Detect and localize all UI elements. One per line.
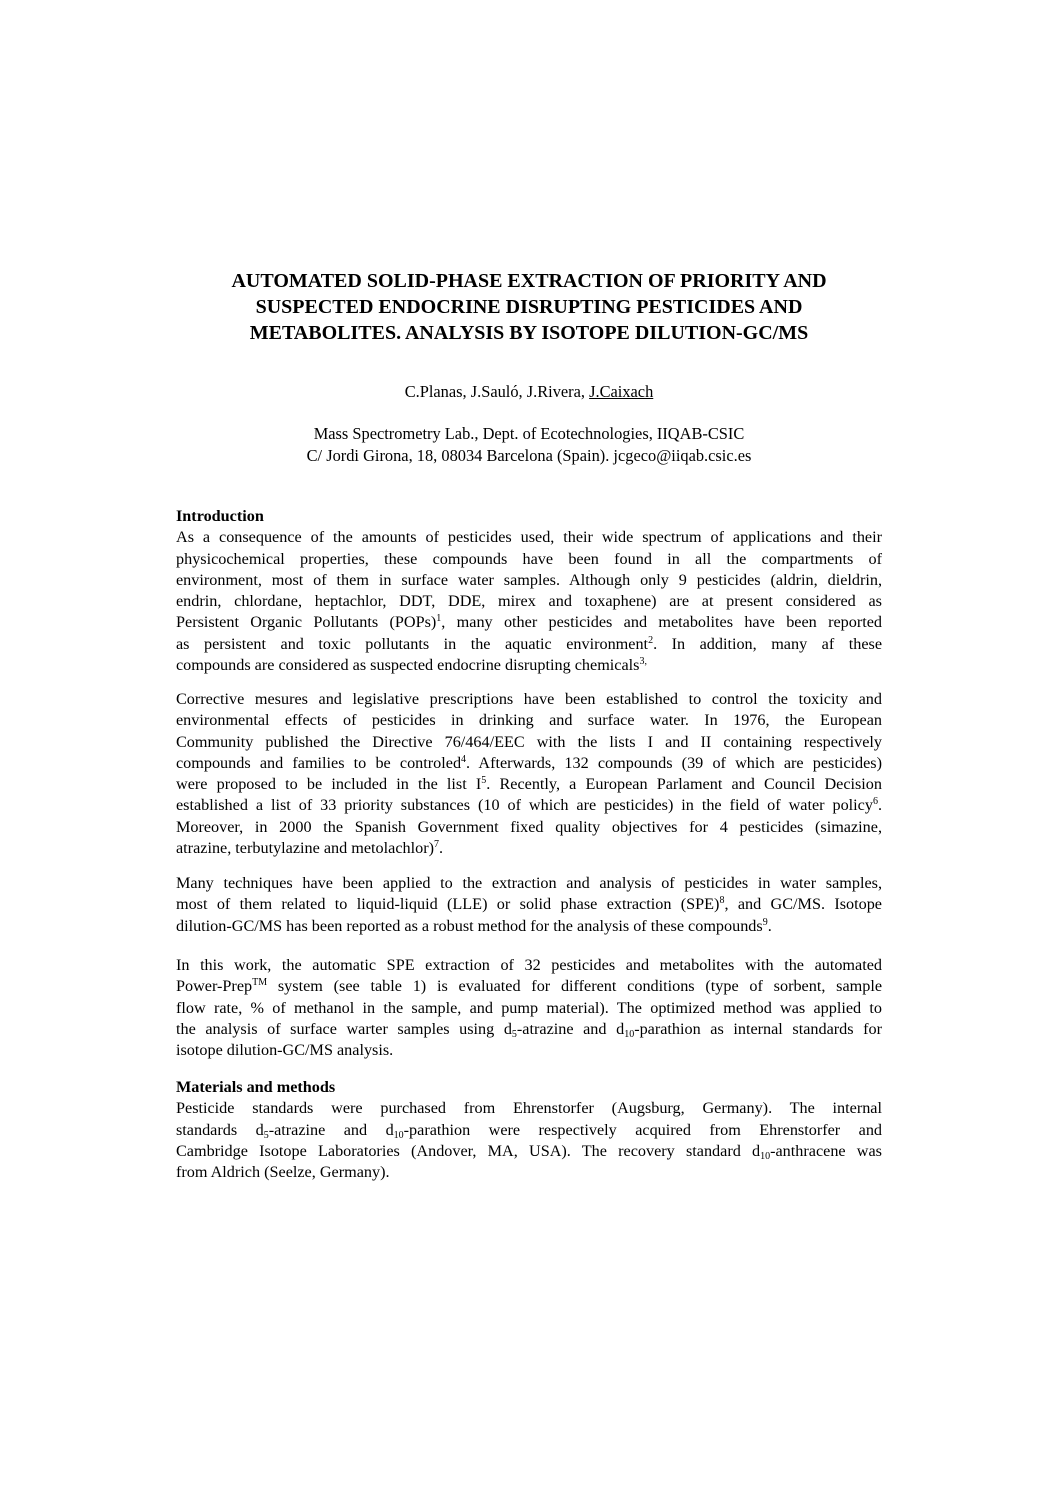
citation-superscript: 1 — [436, 613, 442, 625]
line-text: dilution-GC/MS has been reported as a robust method for the analysis of these compounds — [176, 916, 763, 935]
text-line — [176, 873, 882, 894]
citation-superscript: 6 — [872, 796, 878, 808]
introduction-paragraph-3 — [176, 873, 882, 937]
affiliation — [0, 423, 1058, 467]
line-text: , and GC/MS. Isotope — [724, 895, 882, 914]
citation-superscript: 4 — [461, 753, 467, 765]
line-text: environmental effects of pesticides in drinking and surface water. In 1976, the European — [176, 711, 882, 730]
citation-superscript: 8 — [719, 895, 725, 907]
text-line — [176, 1120, 882, 1141]
text-line — [176, 732, 882, 753]
isotope-subscript: 10 — [393, 1129, 404, 1141]
introduction-paragraph-2-block — [176, 689, 882, 859]
line-text: the analysis of surface warter samples using d — [176, 1019, 512, 1038]
line-text: . — [438, 839, 444, 858]
materials-section — [176, 1077, 882, 1183]
line-text: Moreover, in 2000 the Spanish Government fixed quality objectives for 4 pesticides (simazine, — [176, 817, 882, 836]
text-line — [176, 689, 882, 710]
line-text: from Aldrich (Seelze, Germany). — [176, 1163, 390, 1182]
line-text: system (see table 1) is evaluated for different conditions (type of sorbent, sample — [267, 977, 882, 996]
text-line — [176, 817, 882, 838]
text-line — [176, 976, 882, 997]
text-line — [176, 570, 882, 591]
text-line — [176, 655, 882, 676]
isotope-subscript: 10 — [624, 1028, 635, 1040]
title-line: AUTOMATED SOLID-PHASE EXTRACTION OF PRIORITY AND — [231, 270, 827, 292]
line-text: atrazine, terbutylazine and metolachlor) — [176, 839, 434, 858]
text-line — [176, 710, 882, 731]
isotope-subscript: 5 — [263, 1129, 269, 1141]
text-line — [176, 998, 882, 1019]
line-text: compounds and families to be controled — [176, 753, 462, 772]
introduction-heading: Introduction — [176, 507, 264, 525]
isotope-subscript: 5 — [511, 1028, 517, 1040]
line-text: Power-Prep — [176, 977, 253, 996]
line-text: , many other pesticides and metabolites have been reported — [441, 613, 882, 632]
text-line — [176, 634, 882, 655]
introduction-paragraph-4-block — [176, 955, 882, 1061]
line-text: . — [877, 796, 882, 815]
text-line — [176, 916, 882, 937]
line-text: Many techniques have been applied to the extraction and analysis of pesticides in water samples, — [176, 874, 882, 892]
line-text: physicochemical properties, these compounds have been found in all the compartments of — [176, 549, 882, 568]
text-line — [176, 753, 882, 774]
line-text: -atrazine and d — [268, 1120, 394, 1139]
line-text: . Afterwards, 132 compounds (39 of which are pesticides) — [466, 753, 882, 772]
line-text: compounds are considered as suspected endocrine disrupting chemicals — [176, 656, 640, 675]
introduction-paragraph-4 — [176, 955, 882, 1061]
line-text: were proposed to be included in the list I — [176, 775, 482, 794]
citation-superscript: 2 — [648, 634, 654, 646]
materials-paragraph-1 — [176, 1098, 882, 1183]
text-line — [176, 1040, 882, 1061]
line-text: environment, most of them in surface water samples. Although only 9 pesticides (aldrin, dieldrin, — [176, 570, 882, 589]
line-text: established a list of 33 priority substances (10 of which are pesticides) in the field of water policy — [176, 796, 873, 815]
text-line — [176, 1141, 882, 1162]
citation-superscript: 5 — [481, 775, 487, 787]
citation-superscript: 3, — [639, 656, 647, 668]
text-line — [176, 894, 882, 915]
citation-superscript: TM — [252, 977, 268, 989]
line-text: flow rate, % of methanol in the sample, and pump material). The optimized method was applied to — [176, 998, 882, 1017]
text-line — [176, 1019, 882, 1040]
paper-title — [150, 268, 908, 346]
line-text: Community published the Directive 76/464/EEC with the lists I and II containing respectively — [176, 732, 882, 751]
text-line — [176, 774, 882, 795]
introduction-paragraph-2 — [176, 689, 882, 859]
line-text: -parathion as internal standards for — [634, 1019, 882, 1038]
text-line — [176, 527, 882, 548]
title-line: SUSPECTED ENDOCRINE DISRUPTING PESTICIDES AND — [255, 296, 803, 318]
line-text: -parathion were respectively acquired from Ehrenstorfer and — [403, 1120, 883, 1139]
title-line: METABOLITES. ANALYSIS BY ISOTOPE DILUTION-GC/MS — [249, 322, 809, 344]
text-line — [176, 1098, 882, 1119]
materials-heading: Materials and methods — [176, 1078, 336, 1096]
text-line — [176, 612, 882, 633]
line-text: Pesticide standards were purchased from Ehrenstorfer (Augsburg, Germany). The internal — [176, 1099, 882, 1118]
line-text: -anthracene was — [770, 1141, 882, 1160]
line-text: as persistent and toxic pollutants in the aquatic environment — [176, 634, 649, 653]
introduction-paragraph-3-block — [176, 873, 882, 937]
text-line — [176, 838, 882, 859]
citation-superscript: 9 — [762, 916, 768, 928]
affiliation-line: C/ Jordi Girona, 18, 08034 Barcelona (Spain). jcgeco@iiqab.csic.es — [306, 446, 752, 465]
text-line — [176, 591, 882, 612]
line-text: Corrective mesures and legislative prescriptions have been established to control the toxicity and — [176, 690, 882, 708]
affiliation-line: Mass Spectrometry Lab., Dept. of Ecotechnologies, IIQAB-CSIC — [313, 424, 745, 443]
line-text: Cambridge Isotope Laboratories (Andover, MA, USA). The recovery standard d — [176, 1141, 761, 1160]
introduction-paragraph-1 — [176, 527, 882, 676]
line-text: . — [767, 916, 772, 935]
author-list — [0, 381, 1058, 403]
line-text: In this work, the automatic SPE extraction of 32 pesticides and metabolites with the automated — [176, 956, 882, 974]
corresponding-author: J.Caixach — [589, 382, 654, 401]
line-text: endrin, chlordane, heptachlor, DDT, DDE, mirex and toxaphene) are at present considered as — [176, 592, 882, 611]
line-text: As a consequence of the amounts of pesticides used, their wide spectrum of applications and their — [176, 528, 882, 547]
text-line — [176, 549, 882, 570]
citation-superscript: 7 — [433, 839, 439, 851]
isotope-subscript: 10 — [760, 1150, 771, 1162]
introduction-section — [176, 506, 882, 676]
line-text: Persistent Organic Pollutants (POPs) — [176, 613, 437, 632]
line-text: standards d — [176, 1120, 264, 1139]
line-text: -atrazine and d — [516, 1019, 625, 1038]
line-text: isotope dilution-GC/MS analysis. — [176, 1041, 394, 1060]
text-line — [176, 1162, 882, 1183]
line-text: most of them related to liquid-liquid (LLE) or solid phase extraction (SPE) — [176, 895, 720, 914]
text-line — [176, 795, 882, 816]
line-text: . Recently, a European Parlament and Council Decision — [486, 775, 882, 794]
authors-text: C.Planas, J.Sauló, J.Rivera, — [404, 382, 590, 401]
line-text: . In addition, many af these — [653, 634, 883, 653]
text-line — [176, 955, 882, 976]
